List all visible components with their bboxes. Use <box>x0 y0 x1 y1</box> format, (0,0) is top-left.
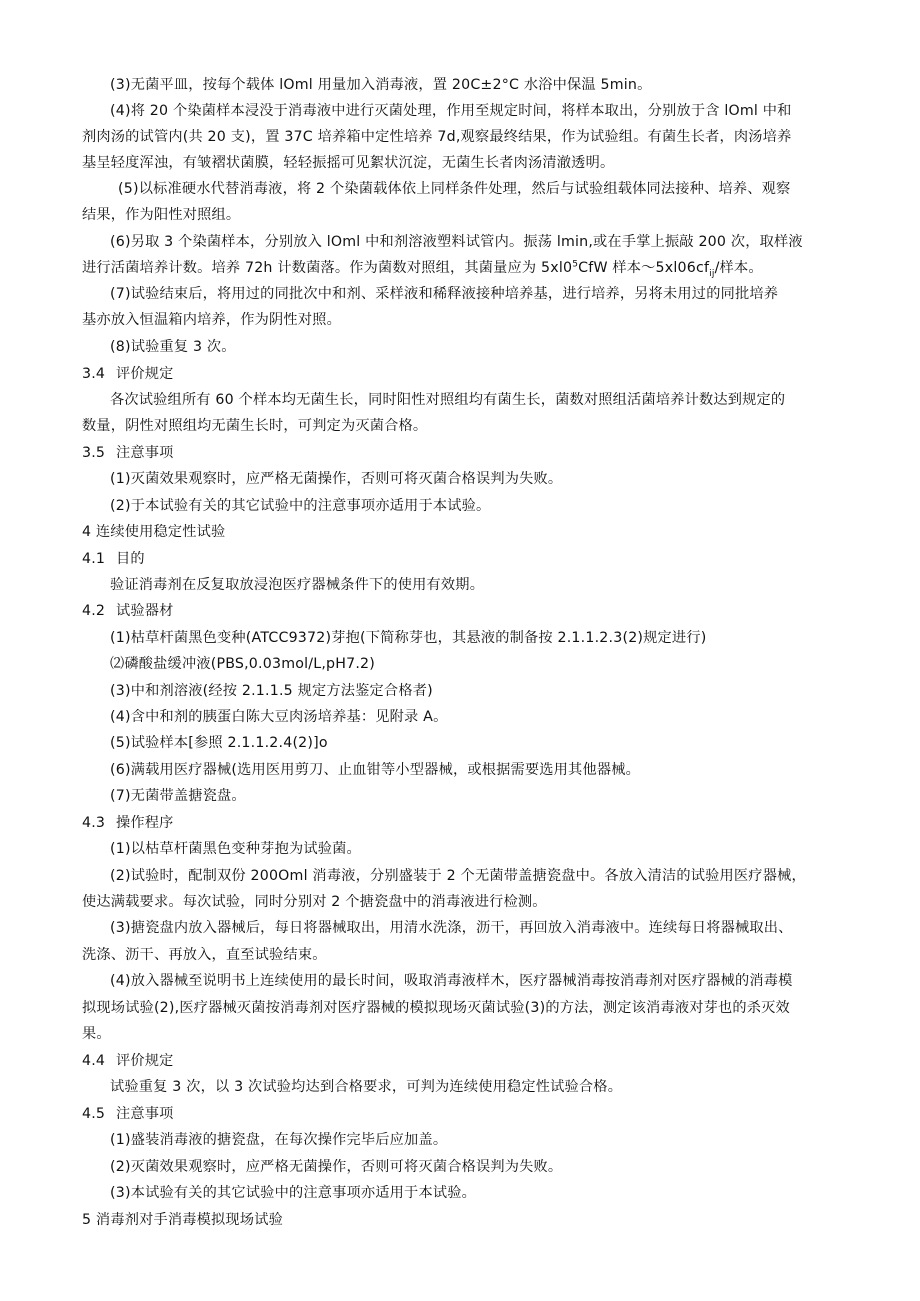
list-item: (7)无菌带盖搪瓷盘。 <box>110 788 246 804</box>
chapter-heading: 5 消毒剂对手消毒模拟现场试验 <box>82 1212 283 1228</box>
section-title: 目的 <box>116 551 145 567</box>
list-item: (3)本试验有关的其它试验中的注意事项亦适用于本试验。 <box>110 1185 476 1201</box>
paragraph-line: 数量，阴性对照组均无菌生长时，可判定为灭菌合格。 <box>82 418 428 434</box>
paragraph-line: (5)以标准硬水代替消毒液，将 2 个染菌载体依上同样条件处理，然后与试验组载体同法接种、培养、观察 <box>118 181 791 197</box>
section-title: 评价规定 <box>116 1053 174 1069</box>
section-heading <box>82 1104 174 1124</box>
paragraph-line: (4)将 20 个染菌样本浸没于消毒液中进行灭菌处理，作用至规定时间，将样本取出，分别放于含 lOml 中和 <box>110 103 792 119</box>
section-heading <box>82 364 174 384</box>
section-heading <box>82 443 174 463</box>
list-item: (2)灭菌效果观察时，应严格无菌操作，否则可将灭菌合格误判为失败。 <box>110 1159 563 1175</box>
section-number: 4.1 <box>82 551 106 567</box>
list-item: (4)含中和剂的胰蛋白陈大豆肉汤培养基：见附录 A。 <box>110 709 448 725</box>
paragraph-line: (8)试验重复 3 次。 <box>110 339 236 355</box>
section-heading <box>82 1051 174 1071</box>
list-item: (6)满载用医疗器械(选用医用剪刀、止血钳等小型器械，或根据需要选用其他器械。 <box>110 762 640 778</box>
section-number: 4.2 <box>82 603 106 619</box>
paragraph-line: 基呈轻度浑浊，有皱褶状菌膜，轻轻振摇可见絮状沉淀，无菌生长者肉汤清澈透明。 <box>82 155 615 171</box>
list-item: ⑵磷酸盐缓冲液(PBS,0.03mol∕L,pH7.2) <box>110 656 376 672</box>
text-segment: /样本。 <box>714 260 763 276</box>
section-number: 4.5 <box>82 1106 106 1122</box>
section-title: 试验器材 <box>116 603 174 619</box>
section-title: 注意事项 <box>116 1106 174 1122</box>
paragraph-line: 结果，作为阳性对照组。 <box>82 207 241 223</box>
list-item: (5)试验样本[参照 2.1.1.2.4(2)]o <box>110 735 328 751</box>
paragraph-line: (4)放入器械至说明书上连续使用的最长时间，吸取消毒液样木，医疗器械消毒按消毒剂对医疗器械的消毒模 <box>110 973 793 989</box>
paragraph-line: (2)试验时，配制双份 200Oml 消毒液，分别盛装于 2 个无菌带盖搪瓷盘中。各放入清洁的试验用医疗器械， <box>110 868 806 884</box>
list-item: (3)中和剂溶液(经按 2.1.1.5 规定方法鉴定合格者) <box>110 683 433 699</box>
section-number: 4.4 <box>82 1053 106 1069</box>
paragraph-line: 洗涤、沥干、再放入，直至试验结束。 <box>82 947 327 963</box>
paragraph-line: 各次试验组所有 60 个样本均无菌生长，同时阳性对照组均有菌生长，菌数对照组活菌培养计数达到规定的 <box>110 392 786 408</box>
section-number: 4.3 <box>82 815 106 831</box>
section-heading <box>82 813 174 833</box>
subscript: ij <box>709 268 715 279</box>
paragraph-line: (1)灭菌效果观察时，应严格无菌操作，否则可将灭菌合格误判为失败。 <box>110 471 563 487</box>
paragraph-line: 基亦放入恒温箱内培养，作为阴性对照。 <box>82 312 341 328</box>
section-number: 3.5 <box>82 445 106 461</box>
paragraph-line: (6)另取 3 个染菌样本，分别放入 lOml 中和剂溶液塑料试管内。振荡 lmin,或在手掌上振敲 200 次，取样液 <box>110 234 803 250</box>
paragraph-line <box>82 258 763 278</box>
paragraph-line: 拟现场试验(2),医疗器械灭菌按消毒剂对医疗器械的模拟现场灭菌试验(3)的方法，测定该消毒液对芽也的杀灭效 <box>82 1000 790 1016</box>
chapter-heading: 4 连续使用稳定性试验 <box>82 524 226 540</box>
section-title: 操作程序 <box>116 815 174 831</box>
paragraph-line: (3)无菌平皿，按每个载体 lOml 用量加入消毒液，置 20C±2°C 水浴中保温 5min。 <box>110 77 652 93</box>
paragraph-line: (2)于本试验有关的其它试验中的注意事项亦适用于本试验。 <box>110 498 491 514</box>
paragraph-line: 试验重复 3 次，以 3 次试验均达到合格要求，可判为连续使用稳定性试验合格。 <box>110 1079 623 1095</box>
list-item: (1)盛装消毒液的搪瓷盘，在每次操作完毕后应加盖。 <box>110 1132 448 1148</box>
section-heading <box>82 549 145 569</box>
paragraph-line: 果。 <box>82 1026 111 1042</box>
section-number: 3.4 <box>82 366 106 382</box>
paragraph-line: 使达满载要求。每次试验，同时分别对 2 个搪瓷盘中的消毒液进行检测。 <box>82 894 547 910</box>
section-heading <box>82 601 174 621</box>
section-title: 注意事项 <box>116 445 174 461</box>
paragraph-line: 验证消毒剂在反复取放浸泡医疗器械条件下的使用有效期。 <box>110 577 485 593</box>
paragraph-line: (1)以枯草杆菌黑色变种芽抱为试验菌。 <box>110 841 361 857</box>
paragraph-line: (3)搪瓷盘内放入器械后，每日将器械取出，用清水洗涤，沥干，再回放入消毒液中。连续每日将器械取出、 <box>110 920 793 936</box>
paragraph-line: (7)试验结束后，将用过的同批次中和剂、采样液和稀释液接种培养基，进行培养，另将未用过的同批培养 <box>110 286 779 302</box>
text-segment: CfW 样本～5xl06cf <box>578 260 710 276</box>
list-item: (1)枯草杆菌黑色变种(ATCC9372)芽抱(下简称芽也，其悬液的制备按 2.1.1.2.3(2)规定进行) <box>110 630 707 646</box>
superscript: 5 <box>572 259 579 270</box>
paragraph-line: 剂肉汤的试管内(共 20 支)，置 37C 培养箱中定性培养 7d,观察最终结果，作为试验组。有菌生长者，肉汤培养 <box>82 129 792 145</box>
section-title: 评价规定 <box>116 366 174 382</box>
text-segment: 进行活菌培养计数。培养 72h 计数菌落。作为菌数对照组，其菌量应为 5xl0 <box>82 260 573 276</box>
